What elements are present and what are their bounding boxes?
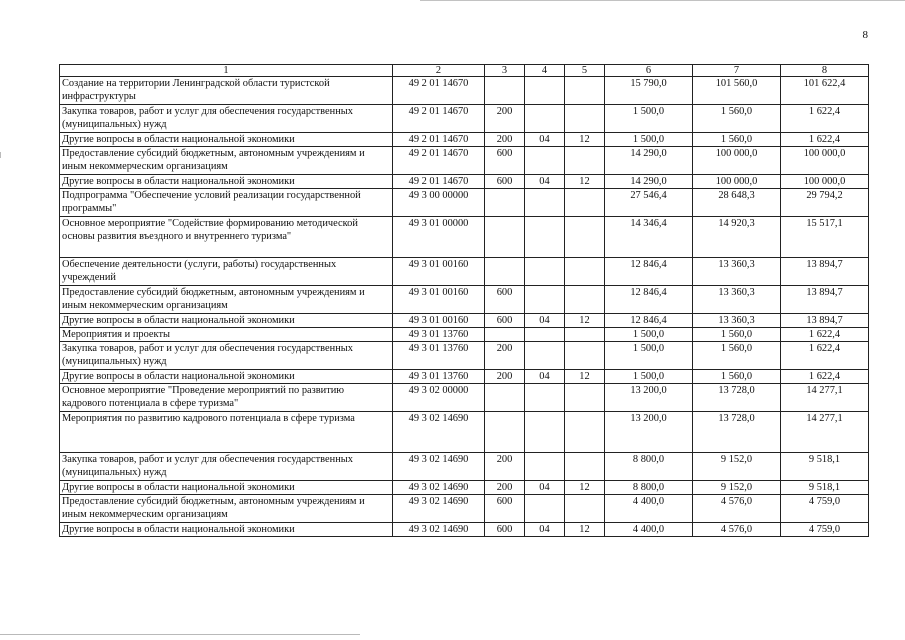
amount-year2-cell: 13 728,0 (693, 384, 781, 412)
section-cell: 04 (525, 314, 565, 328)
section-cell (525, 77, 565, 105)
budget-table (59, 64, 869, 537)
subsection-cell: 12 (565, 314, 605, 328)
amount-year1-cell: 14 346,4 (605, 217, 693, 258)
column-number-row (60, 65, 869, 77)
row-name-cell: Другие вопросы в области национальной экономики (60, 481, 393, 495)
amount-year1-cell: 15 790,0 (605, 77, 693, 105)
row-name-cell: Другие вопросы в области национальной экономики (60, 370, 393, 384)
amount-year3-cell: 1 622,4 (781, 370, 869, 384)
subsection-cell (565, 105, 605, 133)
section-cell (525, 105, 565, 133)
row-name-cell: Другие вопросы в области национальной экономики (60, 133, 393, 147)
subsection-cell (565, 258, 605, 286)
expense-type-cell (485, 412, 525, 453)
expense-type-cell (485, 189, 525, 217)
subsection-cell (565, 453, 605, 481)
amount-year2-cell: 13 728,0 (693, 412, 781, 453)
table-row (60, 314, 869, 328)
section-cell: 04 (525, 133, 565, 147)
target-code-cell: 49 3 02 14690 (393, 523, 485, 537)
amount-year3-cell: 100 000,0 (781, 175, 869, 189)
amount-year1-cell: 1 500,0 (605, 105, 693, 133)
amount-year3-cell: 1 622,4 (781, 342, 869, 370)
amount-year3-cell: 9 518,1 (781, 453, 869, 481)
amount-year1-cell: 4 400,0 (605, 495, 693, 523)
amount-year2-cell: 1 560,0 (693, 328, 781, 342)
column-header: 8 (781, 65, 869, 77)
amount-year3-cell: 1 622,4 (781, 105, 869, 133)
scan-edge-bottom (0, 634, 360, 635)
amount-year2-cell: 100 000,0 (693, 175, 781, 189)
section-cell (525, 258, 565, 286)
page-number: 8 (862, 29, 868, 41)
expense-type-cell (485, 258, 525, 286)
expense-type-cell: 600 (485, 495, 525, 523)
expense-type-cell: 600 (485, 286, 525, 314)
target-code-cell: 49 3 02 14690 (393, 495, 485, 523)
subsection-cell (565, 495, 605, 523)
amount-year1-cell: 13 200,0 (605, 412, 693, 453)
target-code-cell: 49 2 01 14670 (393, 77, 485, 105)
amount-year2-cell: 28 648,3 (693, 189, 781, 217)
amount-year2-cell: 4 576,0 (693, 523, 781, 537)
subsection-cell (565, 342, 605, 370)
amount-year2-cell: 9 152,0 (693, 453, 781, 481)
row-name-cell: Обеспечение деятельности (услуги, работы) государственных учреждений (60, 258, 393, 286)
target-code-cell: 49 3 01 00160 (393, 286, 485, 314)
table-row (60, 147, 869, 175)
amount-year1-cell: 12 846,4 (605, 314, 693, 328)
column-header: 6 (605, 65, 693, 77)
amount-year1-cell: 1 500,0 (605, 370, 693, 384)
target-code-cell: 49 3 00 00000 (393, 189, 485, 217)
amount-year2-cell: 13 360,3 (693, 258, 781, 286)
target-code-cell: 49 3 02 14690 (393, 481, 485, 495)
expense-type-cell: 600 (485, 147, 525, 175)
section-cell: 04 (525, 523, 565, 537)
row-name-cell: Мероприятия и проекты (60, 328, 393, 342)
expense-type-cell: 600 (485, 175, 525, 189)
amount-year2-cell: 101 560,0 (693, 77, 781, 105)
expense-type-cell: 200 (485, 342, 525, 370)
table-row (60, 523, 869, 537)
target-code-cell: 49 3 01 00000 (393, 217, 485, 258)
amount-year2-cell: 13 360,3 (693, 286, 781, 314)
section-cell (525, 384, 565, 412)
amount-year1-cell: 1 500,0 (605, 328, 693, 342)
section-cell (525, 189, 565, 217)
expense-type-cell (485, 217, 525, 258)
amount-year2-cell: 9 152,0 (693, 481, 781, 495)
target-code-cell: 49 2 01 14670 (393, 133, 485, 147)
amount-year3-cell: 13 894,7 (781, 258, 869, 286)
scan-mark (0, 152, 1, 158)
amount-year3-cell: 9 518,1 (781, 481, 869, 495)
column-header: 4 (525, 65, 565, 77)
amount-year1-cell: 12 846,4 (605, 286, 693, 314)
amount-year1-cell: 1 500,0 (605, 133, 693, 147)
section-cell (525, 412, 565, 453)
expense-type-cell: 200 (485, 133, 525, 147)
subsection-cell (565, 328, 605, 342)
amount-year2-cell: 1 560,0 (693, 370, 781, 384)
table-row (60, 342, 869, 370)
subsection-cell (565, 217, 605, 258)
subsection-cell (565, 412, 605, 453)
expense-type-cell (485, 328, 525, 342)
amount-year1-cell: 13 200,0 (605, 384, 693, 412)
expense-type-cell: 600 (485, 523, 525, 537)
section-cell: 04 (525, 175, 565, 189)
section-cell (525, 286, 565, 314)
expense-type-cell: 200 (485, 105, 525, 133)
amount-year2-cell: 100 000,0 (693, 147, 781, 175)
amount-year1-cell: 1 500,0 (605, 342, 693, 370)
target-code-cell: 49 2 01 14670 (393, 147, 485, 175)
amount-year2-cell: 13 360,3 (693, 314, 781, 328)
target-code-cell: 49 3 01 00160 (393, 258, 485, 286)
amount-year2-cell: 4 576,0 (693, 495, 781, 523)
expense-type-cell: 200 (485, 453, 525, 481)
section-cell (525, 342, 565, 370)
amount-year3-cell: 13 894,7 (781, 314, 869, 328)
row-name-cell: Основное мероприятие "Проведение мероприятий по развитию кадрового потенциала в сфере туризма" (60, 384, 393, 412)
row-name-cell: Другие вопросы в области национальной экономики (60, 314, 393, 328)
amount-year3-cell: 4 759,0 (781, 495, 869, 523)
amount-year1-cell: 12 846,4 (605, 258, 693, 286)
target-code-cell: 49 3 01 00160 (393, 314, 485, 328)
column-header: 7 (693, 65, 781, 77)
row-name-cell: Другие вопросы в области национальной экономики (60, 523, 393, 537)
amount-year1-cell: 4 400,0 (605, 523, 693, 537)
target-code-cell: 49 3 01 13760 (393, 370, 485, 384)
table-row (60, 286, 869, 314)
row-name-cell: Другие вопросы в области национальной экономики (60, 175, 393, 189)
section-cell (525, 328, 565, 342)
subsection-cell: 12 (565, 133, 605, 147)
amount-year1-cell: 27 546,4 (605, 189, 693, 217)
subsection-cell (565, 286, 605, 314)
table-row (60, 453, 869, 481)
amount-year2-cell: 14 920,3 (693, 217, 781, 258)
amount-year3-cell: 15 517,1 (781, 217, 869, 258)
table-row (60, 328, 869, 342)
target-code-cell: 49 3 02 00000 (393, 384, 485, 412)
amount-year3-cell: 1 622,4 (781, 133, 869, 147)
expense-type-cell (485, 77, 525, 105)
table-row (60, 217, 869, 258)
section-cell (525, 495, 565, 523)
table-row (60, 412, 869, 453)
amount-year1-cell: 8 800,0 (605, 453, 693, 481)
row-name-cell: Подпрограмма "Обеспечение условий реализации государственной программы" (60, 189, 393, 217)
row-name-cell: Мероприятия по развитию кадрового потенциала в сфере туризма (60, 412, 393, 453)
target-code-cell: 49 3 01 13760 (393, 342, 485, 370)
row-name-cell: Закупка товаров, работ и услуг для обеспечения государственных (муниципальных) нужд (60, 453, 393, 481)
amount-year3-cell: 13 894,7 (781, 286, 869, 314)
target-code-cell: 49 2 01 14670 (393, 105, 485, 133)
row-name-cell: Закупка товаров, работ и услуг для обеспечения государственных (муниципальных) нужд (60, 342, 393, 370)
target-code-cell: 49 3 02 14690 (393, 412, 485, 453)
table-row (60, 481, 869, 495)
subsection-cell (565, 77, 605, 105)
amount-year1-cell: 8 800,0 (605, 481, 693, 495)
table-row (60, 258, 869, 286)
expense-type-cell: 600 (485, 314, 525, 328)
section-cell (525, 147, 565, 175)
table-row (60, 77, 869, 105)
section-cell: 04 (525, 481, 565, 495)
column-header: 1 (60, 65, 393, 77)
subsection-cell (565, 384, 605, 412)
amount-year3-cell: 101 622,4 (781, 77, 869, 105)
table-row (60, 495, 869, 523)
amount-year2-cell: 1 560,0 (693, 133, 781, 147)
row-name-cell: Предоставление субсидий бюджетным, автономным учреждениям и иным некоммерческим организациям (60, 286, 393, 314)
table-row (60, 384, 869, 412)
expense-type-cell: 200 (485, 370, 525, 384)
row-name-cell: Основное мероприятие "Содействие формированию методической основы развития въездного и внутреннего туризма" (60, 217, 393, 258)
scan-edge-top (420, 0, 905, 1)
amount-year3-cell: 4 759,0 (781, 523, 869, 537)
table-row (60, 105, 869, 133)
subsection-cell: 12 (565, 481, 605, 495)
amount-year2-cell: 1 560,0 (693, 342, 781, 370)
table-row (60, 370, 869, 384)
column-header: 5 (565, 65, 605, 77)
amount-year3-cell: 14 277,1 (781, 384, 869, 412)
subsection-cell (565, 147, 605, 175)
section-cell: 04 (525, 370, 565, 384)
section-cell (525, 453, 565, 481)
subsection-cell (565, 189, 605, 217)
row-name-cell: Предоставление субсидий бюджетным, автономным учреждениям и иным некоммерческим организациям (60, 495, 393, 523)
table-row (60, 175, 869, 189)
amount-year3-cell: 100 000,0 (781, 147, 869, 175)
amount-year2-cell: 1 560,0 (693, 105, 781, 133)
column-header: 3 (485, 65, 525, 77)
row-name-cell: Создание на территории Ленинградской области туристской инфраструктуры (60, 77, 393, 105)
amount-year1-cell: 14 290,0 (605, 175, 693, 189)
amount-year3-cell: 1 622,4 (781, 328, 869, 342)
amount-year1-cell: 14 290,0 (605, 147, 693, 175)
section-cell (525, 217, 565, 258)
table-row (60, 189, 869, 217)
column-header: 2 (393, 65, 485, 77)
subsection-cell: 12 (565, 370, 605, 384)
target-code-cell: 49 2 01 14670 (393, 175, 485, 189)
amount-year3-cell: 29 794,2 (781, 189, 869, 217)
target-code-cell: 49 3 02 14690 (393, 453, 485, 481)
row-name-cell: Закупка товаров, работ и услуг для обеспечения государственных (муниципальных) нужд (60, 105, 393, 133)
subsection-cell: 12 (565, 523, 605, 537)
row-name-cell: Предоставление субсидий бюджетным, автономным учреждениям и иным некоммерческим организациям (60, 147, 393, 175)
expense-type-cell (485, 384, 525, 412)
subsection-cell: 12 (565, 175, 605, 189)
table-row (60, 133, 869, 147)
target-code-cell: 49 3 01 13760 (393, 328, 485, 342)
expense-type-cell: 200 (485, 481, 525, 495)
amount-year3-cell: 14 277,1 (781, 412, 869, 453)
